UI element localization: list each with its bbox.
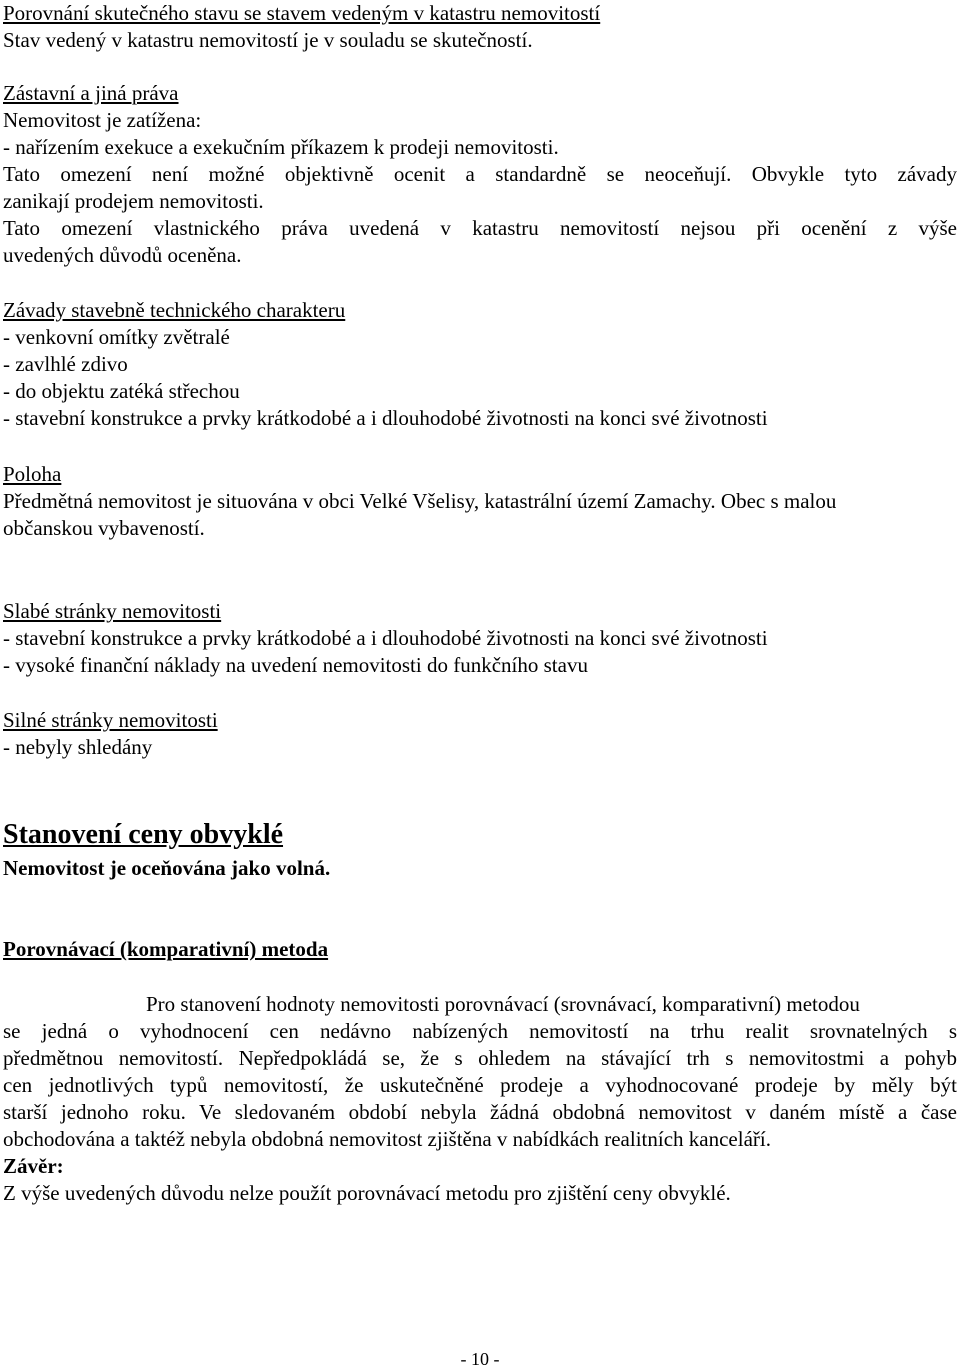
weaknesses-item: - stavební konstrukce a prvky krátkodobé a i dlouhodobé životnosti na konci své životnosti <box>3 626 768 650</box>
method-line-3: předmětnou nemovitostí. Nepředpokládá se, že s ohledem na stávající trh s nemovitostmi a pohyb <box>3 1046 957 1070</box>
comparison-text: Stav vedený v katastru nemovitostí je v souladu se skutečností. <box>3 28 533 52</box>
price-subheading: Nemovitost je oceňována jako volná. <box>3 856 331 880</box>
section-heading-strengths: Silné stránky nemovitosti <box>3 708 218 732</box>
section-heading-defects: Závady stavebně technického charakteru <box>3 298 346 322</box>
defects-item: - stavební konstrukce a prvky krátkodobé a i dlouhodobé životnosti na konci své životnosti <box>3 406 768 430</box>
method-line-4: cen jednotlivých typů nemovitostí, že uskutečněné prodeje a vyhodnocované prodeje by měly být <box>3 1073 957 1097</box>
method-line-2: se jedná o vyhodnocení cen nedávno nabízených nemovitostí na trhu realit srovnatelných s <box>3 1019 957 1043</box>
liens-item: - nařízením exekuce a exekučním příkazem k prodeji nemovitosti. <box>3 135 559 159</box>
conclusion-text: Z výše uvedených důvodu nelze použít porovnávací metodu pro zjištění ceny obvyklé. <box>3 1181 731 1205</box>
conclusion-label: Závěr: <box>3 1154 64 1178</box>
method-line-6: obchodována a taktéž nebyla obdobná nemovitost zjištěna v nabídkách realitních kanceláří. <box>3 1127 771 1151</box>
method-line-5: starší jednoho roku. Ve sledovaném období nebyla žádná obdobná nemovitost v daném místě a čase <box>3 1100 957 1124</box>
section-heading-liens: Zástavní a jiná práva <box>3 81 179 105</box>
liens-intro: Nemovitost je zatížena: <box>3 108 202 132</box>
section-heading-method: Porovnávací (komparativní) metoda <box>3 937 329 961</box>
liens-paragraph-2-line-1: Tato omezení vlastnického práva uvedená v katastru nemovitostí nejsou při ocenění z výše <box>3 216 957 240</box>
location-line-1: Předmětná nemovitost je situována v obci Velké Všelisy, katastrální území Zamachy. Obec s malou <box>3 489 837 513</box>
page-number: - 10 - <box>460 1349 500 1369</box>
liens-paragraph-1-line-1: Tato omezení není možné objektivně ocenit a standardně se neoceňují. Obvykle tyto závady <box>3 162 957 186</box>
liens-paragraph-1-line-2: zanikají prodejem nemovitosti. <box>3 189 264 213</box>
section-heading-comparison: Porovnání skutečného stavu se stavem vedeným v katastru nemovitostí <box>3 1 601 25</box>
method-line-1: Pro stanovení hodnoty nemovitosti porovnávací (srovnávací, komparativní) metodou <box>146 992 860 1016</box>
weaknesses-item: - vysoké finanční náklady na uvedení nemovitosti do funkčního stavu <box>3 653 588 677</box>
defects-item: - do objektu zatéká střechou <box>3 379 240 403</box>
strengths-item: - nebyly shledány <box>3 735 153 759</box>
defects-item: - venkovní omítky zvětralé <box>3 325 230 349</box>
liens-paragraph-2-line-2: uvedených důvodů oceněna. <box>3 243 242 267</box>
section-heading-weaknesses: Slabé stránky nemovitosti <box>3 599 222 623</box>
section-heading-price: Stanovení ceny obvyklé <box>3 819 284 850</box>
section-heading-location: Poloha <box>3 462 62 486</box>
location-line-2: občanskou vybaveností. <box>3 516 205 540</box>
defects-item: - zavlhlé zdivo <box>3 352 128 376</box>
